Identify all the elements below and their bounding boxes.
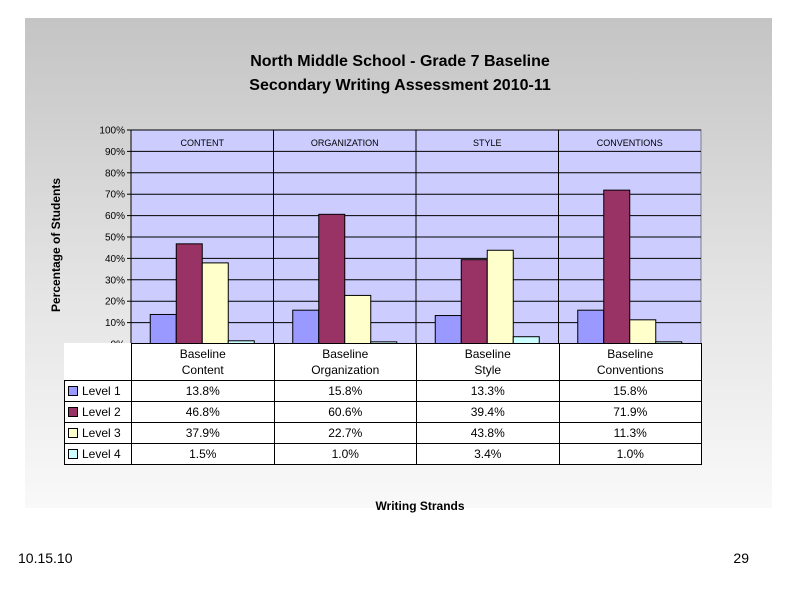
group-label: CONVENTIONS <box>596 138 663 148</box>
data-label: 15.8% <box>559 381 702 402</box>
bar <box>319 214 345 344</box>
x-tick-label: Baseline Organization <box>274 344 417 381</box>
footer-date: 10.15.10 <box>18 550 73 566</box>
y-tick-label: 10% <box>104 318 125 330</box>
bar <box>176 244 202 344</box>
data-label: 1.0% <box>559 444 702 465</box>
data-label: 1.0% <box>274 444 417 465</box>
data-label: 15.8% <box>274 381 417 402</box>
group-label: STYLE <box>472 138 502 148</box>
data-label: 13.8% <box>132 381 275 402</box>
x-tick-label: Baseline Conventions <box>559 344 702 381</box>
bar <box>604 190 630 344</box>
page-number: 29 <box>733 550 749 566</box>
bar <box>487 250 513 344</box>
x-tick-label: Baseline Content <box>132 344 275 381</box>
y-tick-label: 30% <box>104 275 125 287</box>
y-tick-label: 40% <box>104 253 125 265</box>
table-row <box>65 381 702 402</box>
legend-swatch <box>68 386 78 396</box>
y-tick-label: 80% <box>104 168 125 180</box>
x-axis-label: Writing Strands <box>375 499 465 513</box>
legend-swatch <box>68 407 78 417</box>
data-label: 39.4% <box>417 402 560 423</box>
data-label: 46.8% <box>132 402 275 423</box>
data-table <box>64 343 702 465</box>
legend-entry: Level 1 <box>65 381 132 402</box>
y-tick-label: 50% <box>104 232 125 244</box>
bar <box>150 314 176 344</box>
y-tick-label: 60% <box>104 211 125 223</box>
y-tick-label: 20% <box>104 296 125 308</box>
data-label: 60.6% <box>274 402 417 423</box>
table-row <box>65 444 702 465</box>
y-tick-label: 100% <box>99 125 125 137</box>
data-label: 11.3% <box>559 423 702 444</box>
data-label: 13.3% <box>417 381 560 402</box>
y-tick-label: 70% <box>104 189 125 201</box>
bar <box>461 260 487 344</box>
legend-entry: Level 2 <box>65 402 132 423</box>
table-row <box>65 423 702 444</box>
data-label: 43.8% <box>417 423 560 444</box>
data-label: 1.5% <box>132 444 275 465</box>
y-tick-label: 90% <box>104 146 125 158</box>
bar <box>293 310 319 344</box>
x-tick-label: Baseline Style <box>417 344 560 381</box>
bar <box>578 310 604 344</box>
data-label: 3.4% <box>417 444 560 465</box>
group-label: CONTENT <box>180 138 224 148</box>
legend-entry: Level 4 <box>65 444 132 465</box>
table-corner <box>65 344 132 381</box>
bar <box>202 263 228 344</box>
data-label: 37.9% <box>132 423 275 444</box>
table-row <box>65 402 702 423</box>
group-label: ORGANIZATION <box>310 138 379 148</box>
bar <box>435 316 461 344</box>
data-label: 22.7% <box>274 423 417 444</box>
data-label: 71.9% <box>559 402 702 423</box>
bar <box>345 295 371 344</box>
legend-swatch <box>68 449 78 459</box>
bar <box>630 320 656 344</box>
legend-swatch <box>68 428 78 438</box>
legend-entry: Level 3 <box>65 423 132 444</box>
chart-subtitle: Secondary Writing Assessment 2010-11 <box>249 77 551 94</box>
y-axis-label: Percentage of Students <box>49 177 63 313</box>
chart-title: North Middle School - Grade 7 Baseline <box>250 53 550 70</box>
